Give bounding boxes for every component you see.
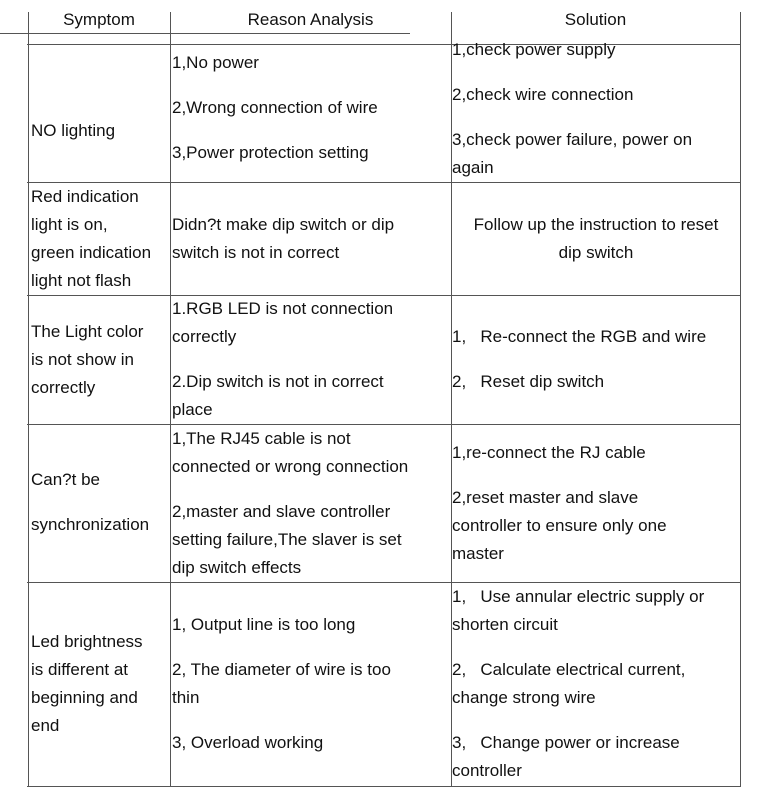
row5-solution-3: 3, Change power or increase [452,733,680,752]
row1-solutions [452,36,692,182]
row5-symptom-line-1: Led brightness [31,632,143,651]
row5-solution-3-cont: controller [452,761,522,780]
row3-reason-1: 1.RGB LED is not connection [172,299,394,318]
row3-solution-1: 1, Re-connect the RGB and wire [452,327,707,346]
row4-reason-1: 1,The RJ45 cable is not [172,429,351,448]
row3-symptom-line-3: correctly [31,378,96,397]
row2-symptom-line-2: light is on, [31,215,108,234]
row5-reason-1: 1, Output line is too long [172,615,356,634]
row3-symptom [31,318,143,402]
row4-symptom [31,466,149,539]
row4-reasons [172,425,408,582]
row5-solution-2: 2, Calculate electrical current, [452,660,686,679]
row1-reasons [172,49,378,167]
row3-reasons [172,295,393,424]
row1-symptom [31,117,115,145]
row4-reason-2-cont: setting failure,The slaver is set [172,530,402,549]
row1-solution-1: 1,check power supply [452,40,616,59]
row1-solution-2: 2,check wire connection [452,85,634,104]
header-reason-analysis: Reason Analysis [247,10,374,29]
row2-symptom-line-1: Red indication [31,187,139,206]
row1-symptom-line: NO lighting [31,121,116,140]
rule-right [740,12,741,787]
row3-reason-1-cont: correctly [172,327,237,346]
row3-reason-2: 2.Dip switch is not in correct [172,372,384,391]
row2-symptom-line-4: light not flash [31,271,132,290]
row5-symptom-line-2: is different at [31,660,129,679]
row4-reason-2-cont2: dip switch effects [172,558,302,577]
row5-reason-2: 2, The diameter of wire is too [172,660,391,679]
row1-solution-3: 3,check power failure, power on [452,130,693,149]
rule-col1 [170,12,171,787]
row5-reason-3: 3, Overload working [172,733,324,752]
row4-reason-2: 2,master and slave controller [172,502,391,521]
row2-symptom [31,183,151,295]
row5-solution-1: 1, Use annular electric supply or [452,587,705,606]
row4-symptom-line-1: Can?t be [31,470,100,489]
row2-symptom-line-3: green indication [31,243,152,262]
row2-solution-line-2: dip switch [558,243,634,262]
row3-symptom-line-1: The Light color [31,322,144,341]
row4-solution-2-cont: controller to ensure only one [452,516,667,535]
header-symptom: Symptom [63,10,135,29]
row1-reason-2: 2,Wrong connection of wire [172,98,378,117]
row1-reason-3: 3,Power protection setting [172,143,369,162]
row5-solution-1-cont: shorten circuit [452,615,558,634]
row5-symptom-line-3: beginning and [31,688,138,707]
row1-reason-1: 1,No power [172,53,259,72]
row2-solutions [452,211,740,267]
row3-symptom-line-2: is not show in [31,350,134,369]
row3-solutions [452,323,706,396]
row4-solution-1: 1,re-connect the RJ cable [452,443,646,462]
row1-solution-3-cont: again [452,158,494,177]
row2-reason-line-2: switch is not in correct [172,243,340,262]
row4-solution-2-cont2: master [452,544,504,563]
rule-bottom [27,786,741,787]
row5-symptom [31,628,143,740]
rule-left [28,12,29,787]
row5-solution-2-cont: change strong wire [452,688,596,707]
header-solution: Solution [564,10,627,29]
row5-solutions [452,583,704,785]
rule-top-short [0,33,410,34]
row3-solution-2: 2, Reset dip switch [452,372,605,391]
row4-reason-1-cont: connected or wrong connection [172,457,409,476]
row2-reason-line-1: Didn?t make dip switch or dip [172,215,395,234]
row3-reason-2-cont: place [172,400,213,419]
row2-solution-line-1: Follow up the instruction to reset [473,215,719,234]
row4-symptom-line-2: synchronization [31,515,150,534]
row4-solution-2: 2,reset master and slave [452,488,639,507]
row4-solutions [452,439,667,568]
row5-reasons [172,611,391,757]
row2-reasons [172,211,394,267]
row5-symptom-line-4: end [31,716,60,735]
row5-reason-2-cont: thin [172,688,200,707]
